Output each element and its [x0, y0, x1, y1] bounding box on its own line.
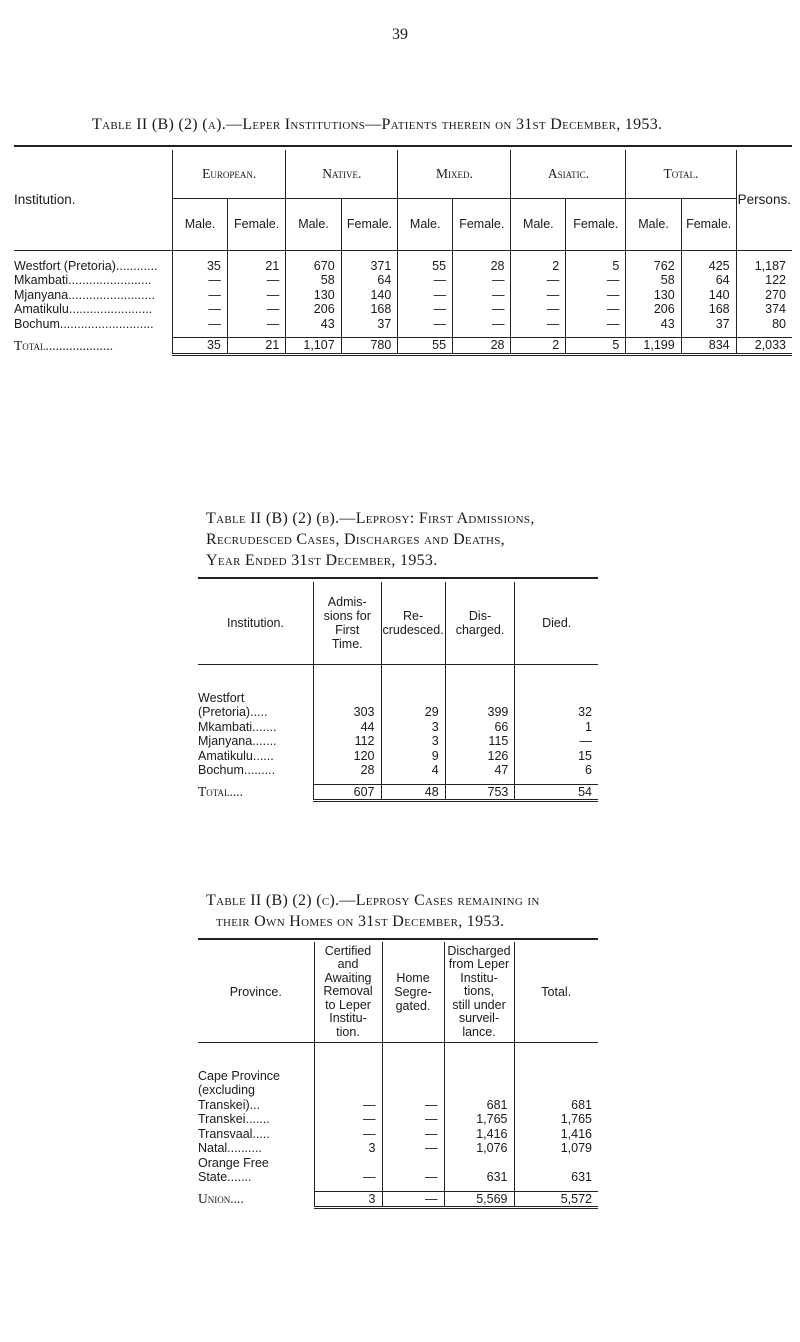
table-cell: 1,076 [444, 1141, 514, 1156]
table-cell: — [511, 288, 566, 303]
table-row [198, 1069, 598, 1084]
table-b-top-rule [198, 577, 598, 579]
table-cell: — [227, 302, 285, 317]
spacer-cell [313, 664, 381, 691]
table-cell: 303 [313, 705, 381, 720]
total-row [14, 338, 792, 355]
province-header: Province. [198, 942, 314, 1042]
table-cell: — [453, 288, 511, 303]
table-cell: 9 [381, 749, 445, 764]
female-header: Female. [341, 198, 398, 250]
header-line: Certified [324, 943, 372, 958]
table-row [14, 273, 792, 288]
table-cell: — [398, 288, 453, 303]
table-row [198, 1141, 598, 1156]
group-header-european: European. [173, 150, 286, 198]
spacer-cell [453, 250, 511, 259]
total-cell: 780 [341, 338, 398, 355]
header-line: still under [452, 997, 506, 1012]
table-cell: — [382, 1098, 444, 1113]
table-row [198, 763, 598, 778]
spacer-cell [515, 664, 598, 691]
header-line: and [337, 957, 359, 971]
table-cell: 28 [453, 259, 511, 274]
table-cell: 120 [313, 749, 381, 764]
table-cell: — [398, 302, 453, 317]
page-number: 39 [392, 26, 408, 43]
table-cell [314, 1069, 382, 1084]
female-header: Female. [681, 198, 736, 250]
header-line: Admis- [327, 594, 367, 609]
table-cell: 37 [341, 317, 398, 332]
table-cell: 140 [681, 288, 736, 303]
table-cell: 32 [515, 705, 598, 720]
spacer-row [198, 664, 598, 691]
spacer-cell [382, 1042, 444, 1069]
spacer-cell [445, 664, 515, 691]
table-cell: 168 [681, 302, 736, 317]
table-cell: — [382, 1112, 444, 1127]
table-cell: 126 [445, 749, 515, 764]
table-cell [514, 1069, 598, 1084]
table-row [198, 691, 598, 706]
spacer-cell [286, 250, 341, 259]
table-cell: 631 [514, 1170, 598, 1185]
spacer-cell [198, 1042, 314, 1069]
header-line: Discharged [447, 943, 511, 958]
row-label: Mjanyana......................... [14, 287, 156, 302]
table-cell: 762 [626, 259, 681, 274]
table-cell [515, 691, 598, 706]
total-row [198, 1191, 598, 1208]
table-cell: 270 [736, 288, 792, 303]
header-line: Segre- [394, 984, 432, 999]
table-row [198, 1112, 598, 1127]
table-cell: 1 [515, 720, 598, 735]
row-label: Mjanyana....... [198, 734, 277, 748]
table-cell: 130 [626, 288, 681, 303]
spacer-cell [511, 250, 566, 259]
table-cell: — [314, 1112, 382, 1127]
row-label: Bochum......... [198, 763, 276, 777]
header-line: crudesced. [382, 622, 444, 637]
table-c-top-rule [198, 938, 598, 940]
table-cell: 64 [341, 273, 398, 288]
spacer-row [14, 250, 792, 259]
table-cell: 168 [341, 302, 398, 317]
table-cell [313, 691, 381, 706]
total-cell: 1,199 [626, 338, 681, 355]
female-header: Female. [227, 198, 285, 250]
table-cell: 1,416 [444, 1127, 514, 1142]
male-header: Male. [398, 198, 453, 250]
table-a-title: Table II (B) (2) (a).—Leper Institutions—Patients therein on 31st December, 1953. [92, 116, 663, 133]
total-cell: 28 [453, 338, 511, 355]
table-row [14, 288, 792, 303]
table-cell: 681 [514, 1098, 598, 1113]
table-b-title-line-3: Year Ended 31st December, 1953. [206, 552, 438, 569]
table-cell: — [382, 1141, 444, 1156]
table-cell: 631 [444, 1170, 514, 1185]
table-cell: 115 [445, 734, 515, 749]
spacer-cell [398, 250, 453, 259]
institution-header: Institution. [198, 582, 313, 664]
row-label: Bochum........................... [14, 316, 154, 331]
table-row [14, 302, 792, 317]
header-line: Home [396, 970, 430, 985]
table-cell [444, 1069, 514, 1084]
table-cell: 64 [681, 273, 736, 288]
table-cell: — [511, 302, 566, 317]
spacer-cell [314, 1042, 382, 1069]
male-header: Male. [511, 198, 566, 250]
table-cell: — [314, 1170, 382, 1185]
total-cell: 55 [398, 338, 453, 355]
male-header: Male. [286, 198, 341, 250]
admissions-header [313, 582, 381, 664]
row-label: State....... [198, 1170, 252, 1184]
table-cell: — [511, 317, 566, 332]
row-label: Cape Province [198, 1068, 280, 1083]
total-cell: 3 [314, 1191, 382, 1208]
female-header: Female. [566, 198, 626, 250]
discharged-header [445, 582, 515, 664]
table-cell: — [314, 1098, 382, 1113]
table-cell: — [566, 288, 626, 303]
spacer-cell [381, 664, 445, 691]
row-label: Mkambati....... [198, 719, 277, 734]
discharged-header [444, 942, 514, 1042]
table-b [198, 582, 598, 802]
table-c-title-line-1: Table II (B) (2) (c).—Leprosy Cases remaining in [206, 892, 540, 909]
table-cell: 140 [341, 288, 398, 303]
spacer-cell [736, 250, 792, 259]
table-row [198, 705, 598, 720]
table-cell: — [173, 302, 228, 317]
row-label: Amatikulu...... [198, 748, 274, 763]
table-row [14, 259, 792, 274]
total-cell: 2,033 [736, 338, 792, 355]
table-row [198, 734, 598, 749]
header-line: gated. [395, 998, 431, 1013]
row-label: Westfort (Pretoria)............ [14, 258, 158, 273]
table-cell: 35 [173, 259, 228, 274]
table-cell [381, 691, 445, 706]
table-cell: 206 [626, 302, 681, 317]
table-row [198, 749, 598, 764]
table-cell: — [566, 317, 626, 332]
table-cell: — [566, 273, 626, 288]
table-cell: — [227, 288, 285, 303]
table-cell: 6 [515, 763, 598, 778]
table-cell: — [566, 302, 626, 317]
total-cell: — [382, 1191, 444, 1208]
table-cell: 425 [681, 259, 736, 274]
total-cell: 5,572 [514, 1191, 598, 1208]
table-row [198, 1083, 598, 1098]
table-cell: — [511, 273, 566, 288]
table-cell: 122 [736, 273, 792, 288]
table-cell: — [227, 317, 285, 332]
total-label: Total.................... [14, 337, 114, 353]
table-a-top-rule [14, 145, 792, 147]
table-cell: — [227, 273, 285, 288]
header-line: Awaiting [324, 970, 372, 985]
header-line: surveil- [458, 1011, 500, 1025]
table-b-title-line-2: Recrudesced Cases, Discharges and Deaths, [206, 531, 505, 548]
table-row [198, 1170, 598, 1185]
row-label: Mkambati........................ [14, 273, 152, 287]
table-cell: 3 [314, 1141, 382, 1156]
spacer-row [198, 1042, 598, 1069]
row-label: (excluding [198, 1083, 255, 1097]
table-cell: — [382, 1170, 444, 1185]
table-cell [514, 1083, 598, 1098]
table-cell: 21 [227, 259, 285, 274]
table-cell: — [314, 1127, 382, 1142]
table-row [14, 317, 792, 332]
header-line: Institu- [460, 970, 498, 985]
total-cell: 5 [566, 338, 626, 355]
table-cell: — [173, 317, 228, 332]
spacer-cell [681, 250, 736, 259]
table-b-title-line-1: Table II (B) (2) (b).—Leprosy: First Admissions, [206, 510, 535, 527]
header-line: Time. [331, 636, 363, 651]
table-cell: — [398, 317, 453, 332]
table-cell: 681 [444, 1098, 514, 1113]
persons-header: Persons. [736, 150, 792, 250]
table-row [198, 1098, 598, 1113]
table-cell: 28 [313, 763, 381, 778]
spacer-cell [173, 250, 228, 259]
table-cell: 58 [286, 273, 341, 288]
table-cell: — [173, 273, 228, 288]
table-cell: — [173, 288, 228, 303]
table-cell: — [515, 734, 598, 749]
table-cell: — [382, 1127, 444, 1142]
row-label: Amatikulu........................ [14, 302, 153, 316]
table-cell [445, 691, 515, 706]
table-cell: 29 [381, 705, 445, 720]
spacer-cell [14, 250, 173, 259]
table-row [198, 1156, 598, 1171]
table-cell: 43 [626, 317, 681, 332]
total-label: Union.... [198, 1191, 244, 1206]
total-cell: 834 [681, 338, 736, 355]
table-cell: 58 [626, 273, 681, 288]
table-cell: 206 [286, 302, 341, 317]
group-header-total: Total. [626, 150, 736, 198]
header-line: tion. [336, 1024, 360, 1039]
spacer-cell [626, 250, 681, 259]
table-cell: 371 [341, 259, 398, 274]
table-cell: 47 [445, 763, 515, 778]
table-cell: 43 [286, 317, 341, 332]
table-cell: 15 [515, 749, 598, 764]
total-cell: 54 [515, 784, 598, 801]
group-header-asiatic: Asiatic. [511, 150, 626, 198]
table-cell: — [453, 302, 511, 317]
total-cell: 5,569 [444, 1191, 514, 1208]
table-cell [314, 1156, 382, 1171]
table-cell: 1,079 [514, 1141, 598, 1156]
row-label: Transkei)... [198, 1097, 261, 1112]
table-cell: 374 [736, 302, 792, 317]
institution-header: Institution. [14, 150, 173, 250]
table-row [198, 720, 598, 735]
header-line: lance. [462, 1024, 496, 1039]
table-c [198, 942, 598, 1209]
table-cell [514, 1156, 598, 1171]
certified-header [314, 942, 382, 1042]
table-cell: — [453, 317, 511, 332]
table-cell: 66 [445, 720, 515, 735]
row-label: Transkei....... [198, 1112, 270, 1126]
table-cell [382, 1156, 444, 1171]
total-cell: 607 [313, 784, 381, 801]
table-cell [444, 1156, 514, 1171]
table-cell [382, 1069, 444, 1084]
table-cell: 1,765 [444, 1112, 514, 1127]
total-cell: 753 [445, 784, 515, 801]
header-line: Institu- [329, 1011, 367, 1025]
recrudesced-header [381, 582, 445, 664]
header-line: First [335, 622, 360, 637]
header-line: to Leper [325, 997, 371, 1012]
male-header: Male. [626, 198, 681, 250]
total-cell: 1,107 [286, 338, 341, 355]
row-label: Transvaal..... [198, 1126, 270, 1141]
header-line: tions, [464, 984, 494, 998]
total-cell: 48 [381, 784, 445, 801]
table-cell: 3 [381, 734, 445, 749]
table-cell: 1,187 [736, 259, 792, 274]
header-line: charged. [455, 622, 505, 637]
table-cell [382, 1083, 444, 1098]
table-row [198, 1127, 598, 1142]
spacer-cell [444, 1042, 514, 1069]
table-cell: 5 [566, 259, 626, 274]
table-cell: 112 [313, 734, 381, 749]
table-cell: — [453, 273, 511, 288]
total-header: Total. [514, 942, 598, 1042]
table-cell: 4 [381, 763, 445, 778]
table-cell: 2 [511, 259, 566, 274]
home-segregated-header [382, 942, 444, 1042]
header-line: Removal [323, 984, 373, 998]
row-label: Orange Free [198, 1155, 269, 1170]
header-line: Re- [403, 608, 424, 623]
row-label: Natal.......... [198, 1141, 262, 1155]
table-cell [444, 1083, 514, 1098]
row-label: Westfort [198, 690, 245, 705]
group-header-mixed: Mixed. [398, 150, 511, 198]
spacer-cell [514, 1042, 598, 1069]
table-c-title-line-2: their Own Homes on 31st December, 1953. [216, 913, 505, 930]
total-label: Total.... [198, 784, 244, 799]
table-cell: 44 [313, 720, 381, 735]
table-cell: 1,416 [514, 1127, 598, 1142]
header-line: sions for [323, 608, 371, 623]
table-cell: 37 [681, 317, 736, 332]
table-cell: 80 [736, 317, 792, 332]
table-a [14, 150, 792, 356]
spacer-cell [566, 250, 626, 259]
total-row [198, 784, 598, 801]
spacer-cell [227, 250, 285, 259]
table-cell: 1,765 [514, 1112, 598, 1127]
header-line: Dis- [468, 608, 492, 623]
table-cell: — [398, 273, 453, 288]
spacer-cell [198, 664, 313, 691]
died-header: Died. [515, 582, 598, 664]
male-header: Male. [173, 198, 228, 250]
total-cell: 2 [511, 338, 566, 355]
total-cell: 35 [173, 338, 228, 355]
row-label: (Pretoria)..... [198, 705, 268, 719]
header-line: from Leper [448, 957, 510, 971]
table-cell: 670 [286, 259, 341, 274]
table-cell: 399 [445, 705, 515, 720]
table-cell [314, 1083, 382, 1098]
table-cell: 55 [398, 259, 453, 274]
total-cell: 21 [227, 338, 285, 355]
table-cell: 130 [286, 288, 341, 303]
spacer-cell [341, 250, 398, 259]
table-cell: 3 [381, 720, 445, 735]
female-header: Female. [453, 198, 511, 250]
group-header-native: Native. [286, 150, 398, 198]
